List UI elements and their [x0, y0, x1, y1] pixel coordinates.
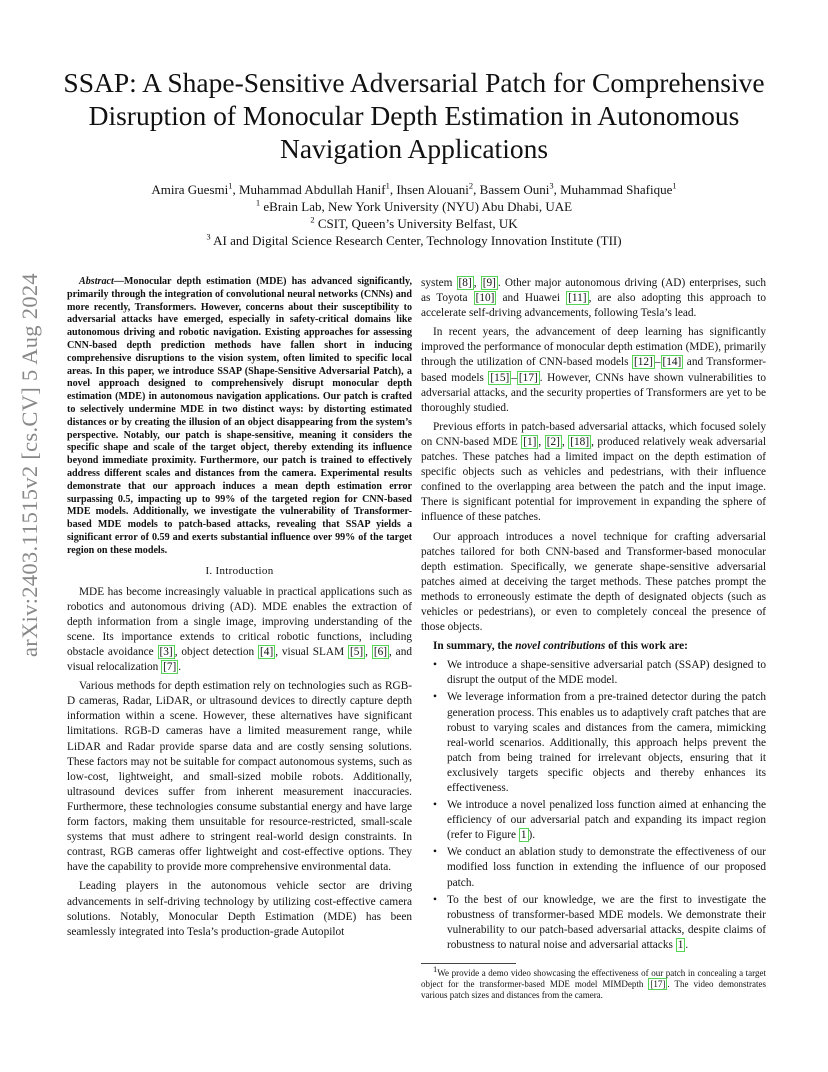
citation-link[interactable]: [17]	[650, 979, 666, 990]
author-affiliation-mark: 1	[228, 180, 233, 191]
affiliation-3	[60, 232, 768, 249]
body-paragraph	[421, 276, 766, 321]
body-paragraph	[421, 530, 766, 636]
citation-link[interactable]: [11]	[568, 292, 587, 305]
right-column	[421, 276, 766, 1005]
text-run: ,	[561, 435, 569, 448]
citation-link[interactable]: [14]	[662, 356, 682, 369]
text-run: . Other major autonomous driving (AD) enterprises, such as Toyota	[421, 277, 766, 305]
text-run: and Transformer-based models	[421, 356, 766, 384]
text-run: MDE has become increasingly valuable in practical applications such as robotics and autonomous driving (AD). MDE enables the extraction of depth information from a single image, improving understanding of the scene. Its importance extends to critical robotic functions, including obstacle avoidance	[67, 585, 412, 658]
contribution-item	[421, 893, 766, 953]
contributions-intro	[421, 639, 766, 654]
text-run: , and visual relocalization	[67, 646, 412, 674]
citation-link[interactable]: [6]	[373, 646, 388, 658]
citation-link[interactable]: [9]	[482, 277, 496, 289]
footnote-mark: 1	[433, 964, 438, 975]
contrib-intro-tail: of this work are:	[605, 640, 688, 653]
affiliation-mark: 2	[310, 214, 315, 225]
citation-link[interactable]: [1]	[523, 435, 537, 448]
body-paragraph	[67, 585, 412, 676]
contribution-list	[421, 658, 766, 953]
author-name: Amira Guesmi	[151, 182, 229, 197]
text-run: In recent years, the advancement of deep learning has significantly improved the performance of monocular depth estimation (MDE), primarily through the utilization of CNN-based models	[421, 326, 766, 369]
text-run: , visual SLAM	[275, 646, 348, 658]
text-run: , are also adopting this approach to accelerate self-driving advancements, following Tesla’s lead.	[421, 292, 766, 320]
text-run: To the best of our knowledge, we are the first to investigate the robustness of transformer-based MDE models. We demonstrate their vulnerability to our patch-based adversarial attacks, despite claims of robustness to natural noise and adversarial attacks	[447, 893, 766, 951]
text-run: We introduce a shape-sensitive adversarial patch (SSAP) designed to disrupt the output of the MDE model.	[447, 659, 766, 687]
affiliation-text: eBrain Lab, New York University (NYU) Abu Dhabi, UAE	[260, 199, 573, 214]
author-name: Muhammad Shafique	[560, 182, 673, 197]
contribution-item	[421, 658, 766, 688]
author-name: Bassem Ouni	[479, 182, 550, 197]
body-paragraph	[67, 879, 412, 939]
right-body	[421, 276, 766, 635]
text-run: ,	[365, 646, 372, 658]
text-run: Leading players in the autonomous vehicle sector are driving advancements in self-driving technology by utilizing cost-effective camera solutions. Notably, Monocular Depth Estimation (MDE) has been seamlessly integrated into Tesla’s production-grade Autopilot	[67, 880, 412, 938]
citation-link[interactable]: [15]	[490, 371, 510, 384]
text-run: –	[511, 371, 517, 384]
body-paragraph	[421, 325, 766, 416]
footnote	[421, 964, 767, 1001]
text-run: system	[421, 277, 457, 289]
citation-link[interactable]: [10]	[475, 292, 495, 305]
text-run: Our approach introduces a novel technique for crafting adversarial patches tailored for both CNN-based and Transformer-based monocular depth estimation. Specifically, we generate shape-sensitive adversarial patches aimed at deceiving the target methods. These patches prompt the methods to erroneously estimate the depth of designated objects (such as vehicles or pedestrians), or even to completely conceal the presence of those objects.	[421, 530, 766, 634]
contribution-item	[421, 845, 766, 890]
citation-link[interactable]: [12]	[634, 356, 653, 369]
text-run: Previous efforts in patch-based adversarial attacks, which focused solely on CNN-based MDE	[421, 420, 766, 448]
left-column	[67, 276, 412, 944]
affiliation-text: CSIT, Queen’s University Belfast, UK	[314, 216, 518, 231]
citation-link[interactable]: [18]	[570, 435, 590, 448]
citation-link[interactable]: [3]	[159, 646, 173, 658]
text-run: and Huawei	[496, 292, 567, 305]
affiliation-mark: 3	[206, 231, 211, 242]
abstract-label: Abstract	[79, 276, 114, 287]
text-run: We provide a demo video showcasing the effectiveness of our patch in concealing a target object for the transformer-based MDE model MIMDepth	[421, 968, 766, 990]
arxiv-identifier[interactable]: arXiv:2403.11515v2 [cs.CV] 5 Aug 2024	[17, 273, 42, 657]
text-run: . However, CNNs have shown vulnerabilities to adversarial attacks, and the security properties of Transformers are yet to be thoroughly studied.	[421, 371, 766, 414]
author-affiliation-mark: 3	[549, 180, 554, 191]
text-run: ,	[538, 435, 545, 448]
left-body	[67, 585, 412, 940]
text-run: .	[685, 938, 689, 951]
text-run: ).	[528, 829, 536, 842]
contrib-intro-lead: In summary, the	[433, 640, 516, 653]
text-run: , produced relatively weak adversarial patches. These patches had a limited impact on the depth estimation of specific objects such as vehicles and pedestrians, with their influence confined to the overlapping area between the patch and the input image. There is significant potential for improvement in expanding the sphere of influence of these patches.	[421, 435, 766, 524]
text-run: –	[654, 356, 661, 369]
contribution-item	[421, 798, 766, 843]
author-affiliation-mark: 1	[385, 180, 390, 191]
text-run: , object detection	[174, 646, 259, 658]
citation-link[interactable]: 1	[677, 938, 684, 951]
affiliation-mark: 1	[255, 197, 261, 208]
abstract	[67, 276, 412, 558]
author-affiliation-mark: 1	[672, 180, 677, 191]
author-name: Ihsen Alouani	[396, 182, 469, 197]
citation-link[interactable]: [8]	[458, 277, 472, 289]
section-heading-introduction: I. Introduction	[205, 564, 274, 577]
text-run: We conduct an ablation study to demonstrate the effectiveness of our modified loss function in extending the influence of our proposed patch.	[447, 846, 766, 889]
contrib-intro-emphasis: novel contributions	[515, 640, 606, 653]
text-run: Various methods for depth estimation rely on technologies such as RGB-D cameras, Radar, LiDAR, or ultrasound devices to directly capture depth information within a scene. However, these alternatives have significant limitations. RGB-D cameras have a limited measurement range, while LiDAR and Radar provide sparse data and are costly sensing solutions. These factors may not be suitable for compact autonomous systems, such as low-cost, lightweight, and small-sized mobile robots. Additionally, ultrasound devices suffer from inherent measurement inaccuracies. Furthermore, these technologies consume substantial energy and have large form factors, making them unsuitable for resource-restricted, small-scale systems that must adhere to stringent real-world design constraints. In contrast, RGB cameras offer lightweight and cost-effective options. They have the capability to provide more comprehensive environmental data.	[67, 680, 412, 874]
author-name: Muhammad Abdullah Hanif	[238, 182, 386, 197]
body-paragraph	[421, 420, 766, 526]
author-list: Amira Guesmi$^1$, Muhammad Abdullah Hanif$^1$, Ihsen Alouani$^2$, Bassem Ouni$^3$, Muhammad Shafique$^1$	[151, 180, 677, 197]
author-affiliation-mark: 2	[468, 180, 474, 191]
contribution-item	[421, 690, 766, 796]
affiliation-1	[60, 198, 768, 215]
affiliation-2	[60, 215, 768, 232]
text-run: We leverage information from a pre-trained detector during the patch generation process. This enables us to adaptively craft patches that are robust to varying scales and distances from the camera, mimicking real-world scenarios. Additionally, this approach helps prevent the patch from being trained for irrelevant objects, ensuring that it exclusively targets specific objects and thereby enhances its effectiveness.	[447, 691, 766, 794]
citation-link[interactable]: [5]	[349, 646, 364, 658]
citation-link[interactable]: [7]	[163, 661, 177, 674]
text-run: . The video demonstrates various patch sizes and distances from the camera.	[421, 979, 767, 1001]
citation-link[interactable]: [2]	[546, 435, 560, 448]
citation-link[interactable]: [4]	[260, 646, 274, 658]
abstract-text: —Monocular depth estimation (MDE) has advanced significantly, primarily through the integration of convolutional neural networks (CNNs) and more recently, Transformers. However, concerns about their susceptibility to adversarial attacks have emerged, especially in safety-critical domains like autonomous driving and robotic navigation. Existing approaches for assessing CNN-based depth prediction methods have fallen short in inducing comprehensive disruptions to the vision system, often limited to specific local areas. In this paper, we introduce SSAP (Shape-Sensitive Adversarial Patch), a novel approach designed to comprehensively disrupt monocular depth estimation (MDE) in autonomous navigation applications. Our patch is crafted to selectively undermine MDE in two distinct ways: by distorting estimated distances or by creating the illusion of an object disappearing from the system’s perspective. Notably, our patch is shape-sensitive, meaning it considers the specific shape and scale of the target object, thereby extending its influence beyond immediate proximity. Furthermore, our patch is trained to effectively address different scales and distances from the camera. Experimental results demonstrate that our approach induces a mean depth estimation error surpassing 0.5, impacting up to 99% of the targeted region for CNN-based MDE models. Additionally, we investigate the vulnerability of Transformer-based MDE models to patch-based attacks, revealing that SSAP yields a significant error of 0.59 and exerts substantial influence over 99% of the target region on these models.	[67, 276, 412, 556]
citation-link[interactable]: [17]	[518, 371, 538, 384]
citation-link[interactable]: 1	[520, 829, 527, 842]
paper-title: SSAP: A Shape-Sensitive Adversarial Patch for Comprehensive Disruption of Monocular Depth Estimation in Autonomous Navigation Applications	[63, 67, 765, 164]
affiliation-text: AI and Digital Science Research Center, Technology Innovation Institute (TII)	[210, 233, 622, 248]
body-paragraph	[67, 679, 412, 875]
text-run: We introduce a novel penalized loss function aimed at enhancing the efficiency of our adversarial patch and expanding its impact region (refer to Figure	[447, 799, 766, 842]
text-run: .	[178, 661, 182, 674]
text-run: ,	[473, 277, 481, 289]
